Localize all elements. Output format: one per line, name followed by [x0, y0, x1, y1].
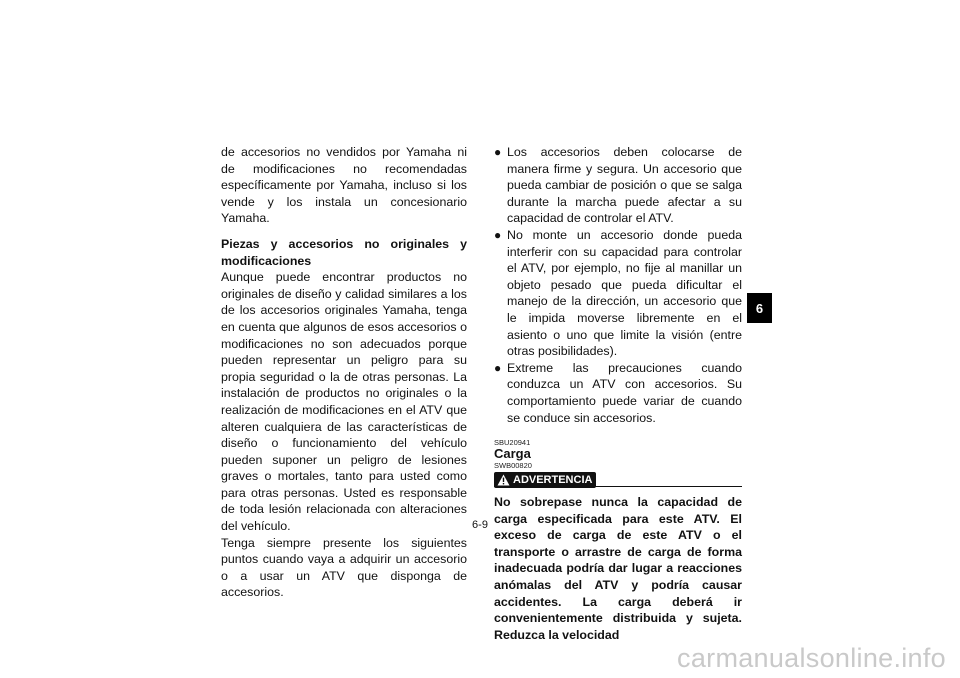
bullet-icon: ● [494, 227, 502, 242]
warning-triangle-icon [497, 474, 510, 486]
bullet-icon: ● [494, 360, 502, 375]
page-number: 6-9 [472, 519, 488, 531]
intro-paragraph: de accesorios no vendidos por Yamaha ni de modificaciones no recomendadas específicamente por Yamaha, incluso si los vende y los instala un concesionario Yamaha. [221, 145, 467, 226]
warning-code: SWB00820 [494, 461, 532, 471]
bullet-text: Los accesorios deben colocarse de manera firme y segura. Un accesorio que pueda cambiar de posición o que se salga durante la marcha puede afectar a su capacidad de controlar el ATV. [507, 145, 742, 226]
warning-text: No sobrepase nunca la capacidad de carga especificada para este ATV. El exceso de carga de este ATV o el transporte o arrastre de carga de forma inadecuada podría dar lugar a reacciones anómalas del ATV y podría causar accidentes. La carga deberá ir convenientemente distribuida y sujeta. Reduzca la velocidad [494, 495, 742, 642]
list-item [494, 227, 742, 360]
section-title: Carga [494, 446, 531, 462]
bullet-icon: ● [494, 145, 502, 159]
warning-label: ADVERTENCIA [513, 474, 593, 487]
bullet-text: No monte un accesorio donde pueda interferir con su capacidad para controlar el ATV, por ejemplo, no fije al manillar un objeto pesado que pueda dificultar el manejo de la dirección, un accesorio que le impida moverse libremente en el asiento o uno que limite la visión (entre otras posibilidades). [507, 227, 742, 359]
body-paragraph-1: Aunque puede encontrar productos no originales de diseño y calidad similares a los de los accesorios originales Yamaha, tenga en cuenta que algunos de esos accesorios o modificaciones no son adecuados porque pueden representar un peligro para su propia seguridad o la de otras personas. La instalación de productos no originales o la realización de modificaciones en el ATV que alteren cualquiera de las características de diseño o funcionamiento del vehículo pueden suponer un peligro de lesiones graves o mortales, tanto para usted como para otras personas. Usted es responsable de toda lesión relacionada con alteraciones del vehículo. [221, 270, 467, 534]
bullet-text: Extreme las precauciones cuando conduzca un ATV con accesorios. Su comportamiento puede variar de cuando se conduce sin accesorios. [507, 360, 742, 425]
chapter-tab: 6 [747, 293, 772, 323]
section-heading: Piezas y accesorios no originales y modificaciones [221, 236, 467, 268]
warning-badge [494, 472, 596, 488]
bullet-list [494, 144, 742, 426]
right-column [494, 144, 742, 643]
watermark: carmanualsonline.info [677, 643, 946, 673]
warning-header [494, 471, 742, 489]
left-column [221, 144, 467, 601]
body-paragraph-2: Tenga siempre presente los siguientes puntos cuando vaya a adquirir un accesorio o a usar un ATV que disponga de accesorios. [221, 535, 467, 600]
list-item [494, 144, 742, 227]
section-code: SBU20941 [494, 438, 531, 448]
list-item [494, 360, 742, 426]
